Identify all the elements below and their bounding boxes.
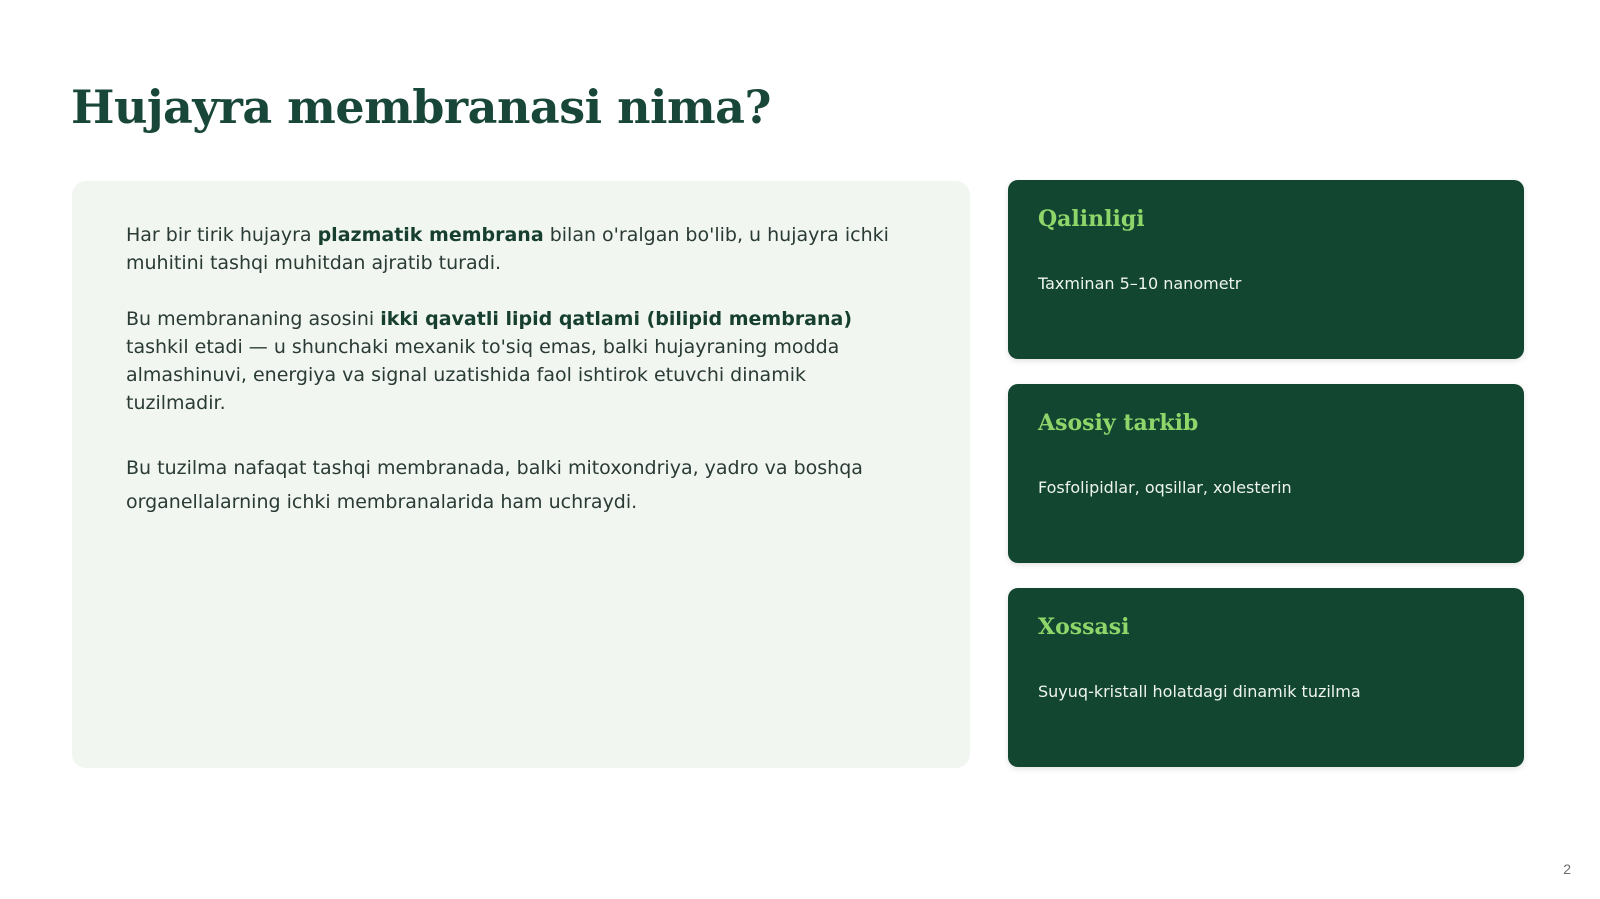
term-lipid-bilayer: ikki qavatli lipid qatlami (bilipid membrana) [380,308,853,330]
paragraph-structure [126,305,896,417]
card-property-title: Xossasi [1038,614,1130,640]
card-thickness-title: Qalinligi [1038,206,1145,232]
paragraph-organelles: Bu tuzilma nafaqat tashqi membranada, balki mitoxondriya, yadro va boshqa organellalarning ichki membranalarida ham uchraydi. [126,457,863,513]
paragraph-structure-text-end: tashkil etadi — u shunchaki mexanik to'siq emas, balki hujayraning modda almashinuvi, energiya va signal uzatishida faol ishtirok etuvchi dinamik tuzilmadir. [126,336,840,414]
slide-title: Hujayra membranasi nima? [71,80,771,134]
paragraph-intro-text-end: bilan o'ralgan bo'lib, u hujayra ichki muhitini tashqi muhitdan ajratib turadi. [126,224,889,274]
description-panel [72,181,970,768]
paragraph-structure-text-start: Bu membrananing asosini [126,308,381,330]
paragraph-intro-text-start: Har bir tirik hujayra [126,224,318,246]
card-thickness [1008,180,1524,359]
card-composition-title: Asosiy tarkib [1038,410,1199,436]
card-composition-value: Fosfolipidlar, oqsillar, xolesterin [1038,478,1292,497]
card-composition [1008,384,1524,563]
card-property [1008,588,1524,767]
term-plasma-membrane: plazmatik membrana [317,224,544,246]
page-number: 2 [1563,861,1571,877]
card-property-value: Suyuq-kristall holatdagi dinamik tuzilma [1038,682,1361,701]
paragraph-intro [126,221,896,277]
card-thickness-value: Taxminan 5–10 nanometr [1038,274,1242,293]
